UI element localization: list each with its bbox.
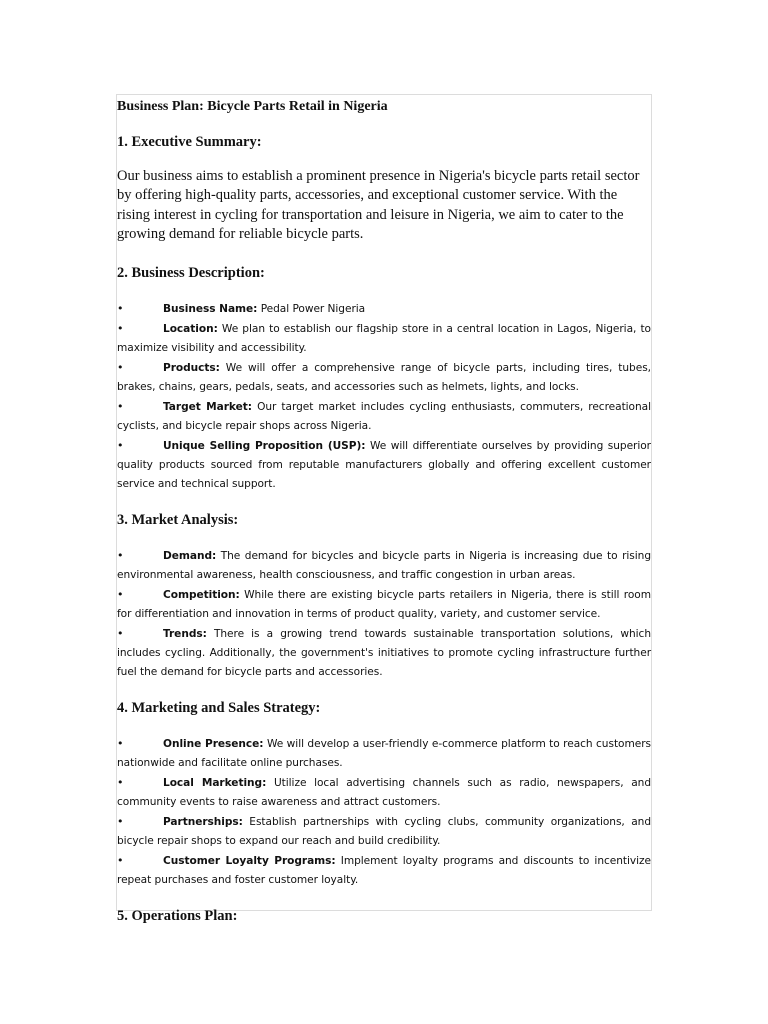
bullet-icon bbox=[117, 734, 163, 754]
list-item: •Business Name: Pedal Power Nigeria bbox=[117, 299, 651, 319]
document-title: Business Plan: Bicycle Parts Retail in Nigeria bbox=[117, 99, 388, 114]
list-item: •Local Marketing: Utilize local advertising channels such as radio, newspapers, and community events to raise awareness and attract customers. bbox=[117, 773, 651, 812]
list-item: •Unique Selling Proposition (USP): We will differentiate ourselves by providing superior quality products sourced from reputable manufacturers globally and offering excellent customer service and technical support. bbox=[117, 436, 651, 494]
market-analysis-list bbox=[117, 546, 651, 682]
list-item: •Target Market: Our target market includes cycling enthusiasts, commuters, recreational cyclists, and bicycle repair shops across Nigeria. bbox=[117, 397, 651, 436]
business-description-list bbox=[117, 299, 651, 494]
list-item: •Online Presence: We will develop a user-friendly e-commerce platform to reach customers nationwide and facilitate online purchases. bbox=[117, 734, 651, 773]
list-item: •Partnerships: Establish partnerships with cycling clubs, community organizations, and bicycle repair shops to expand our reach and build credibility. bbox=[117, 812, 651, 851]
section-heading-marketing-sales-strategy: 4. Marketing and Sales Strategy: bbox=[117, 699, 321, 716]
list-item: •Location: We plan to establish our flagship store in a central location in Lagos, Nigeria, to maximize visibility and accessibility. bbox=[117, 319, 651, 358]
bullet-icon bbox=[117, 812, 163, 832]
list-item: •Competition: While there are existing bicycle parts retailers in Nigeria, there is still room for differentiation and innovation in terms of product quality, variety, and customer service. bbox=[117, 585, 651, 624]
section-heading-operations-plan: 5. Operations Plan: bbox=[117, 907, 238, 924]
bullet-icon bbox=[117, 319, 163, 339]
bullet-icon bbox=[117, 773, 163, 793]
list-item: •Trends: There is a growing trend towards sustainable transportation solutions, which includes cycling. Additionally, the government's initiatives to promote cycling infrastructure further fuel the demand for bicycle parts and accessories. bbox=[117, 624, 651, 682]
list-item: •Customer Loyalty Programs: Implement loyalty programs and discounts to incentivize repeat purchases and foster customer loyalty. bbox=[117, 851, 651, 890]
section-heading-market-analysis: 3. Market Analysis: bbox=[117, 511, 239, 528]
bullet-icon bbox=[117, 585, 163, 605]
bullet-icon bbox=[117, 299, 163, 319]
bullet-icon bbox=[117, 851, 163, 871]
list-item: •Demand: The demand for bicycles and bicycle parts in Nigeria is increasing due to rising environmental awareness, health consciousness, and traffic congestion in urban areas. bbox=[117, 546, 651, 585]
executive-summary-paragraph: Our business aims to establish a prominent presence in Nigeria's bicycle parts retail sector by offering high-quality parts, accessories, and exceptional customer service. With the rising interest in cycling for transportation and leisure in Nigeria, we aim to cater to the growing demand for reliable bicycle parts. bbox=[117, 168, 640, 243]
bullet-icon bbox=[117, 624, 163, 644]
bullet-icon bbox=[117, 436, 163, 456]
document-page bbox=[116, 94, 652, 924]
section-heading-executive-summary: 1. Executive Summary: bbox=[117, 134, 262, 150]
list-item: •Products: We will offer a comprehensive range of bicycle parts, including tires, tubes, brakes, chains, gears, pedals, seats, and accessories such as helmets, lights, and locks. bbox=[117, 358, 651, 397]
bullet-icon bbox=[117, 397, 163, 417]
bullet-icon bbox=[117, 546, 163, 566]
section-heading-business-description: 2. Business Description: bbox=[117, 264, 265, 281]
marketing-strategy-list bbox=[117, 734, 651, 890]
bullet-icon bbox=[117, 358, 163, 378]
